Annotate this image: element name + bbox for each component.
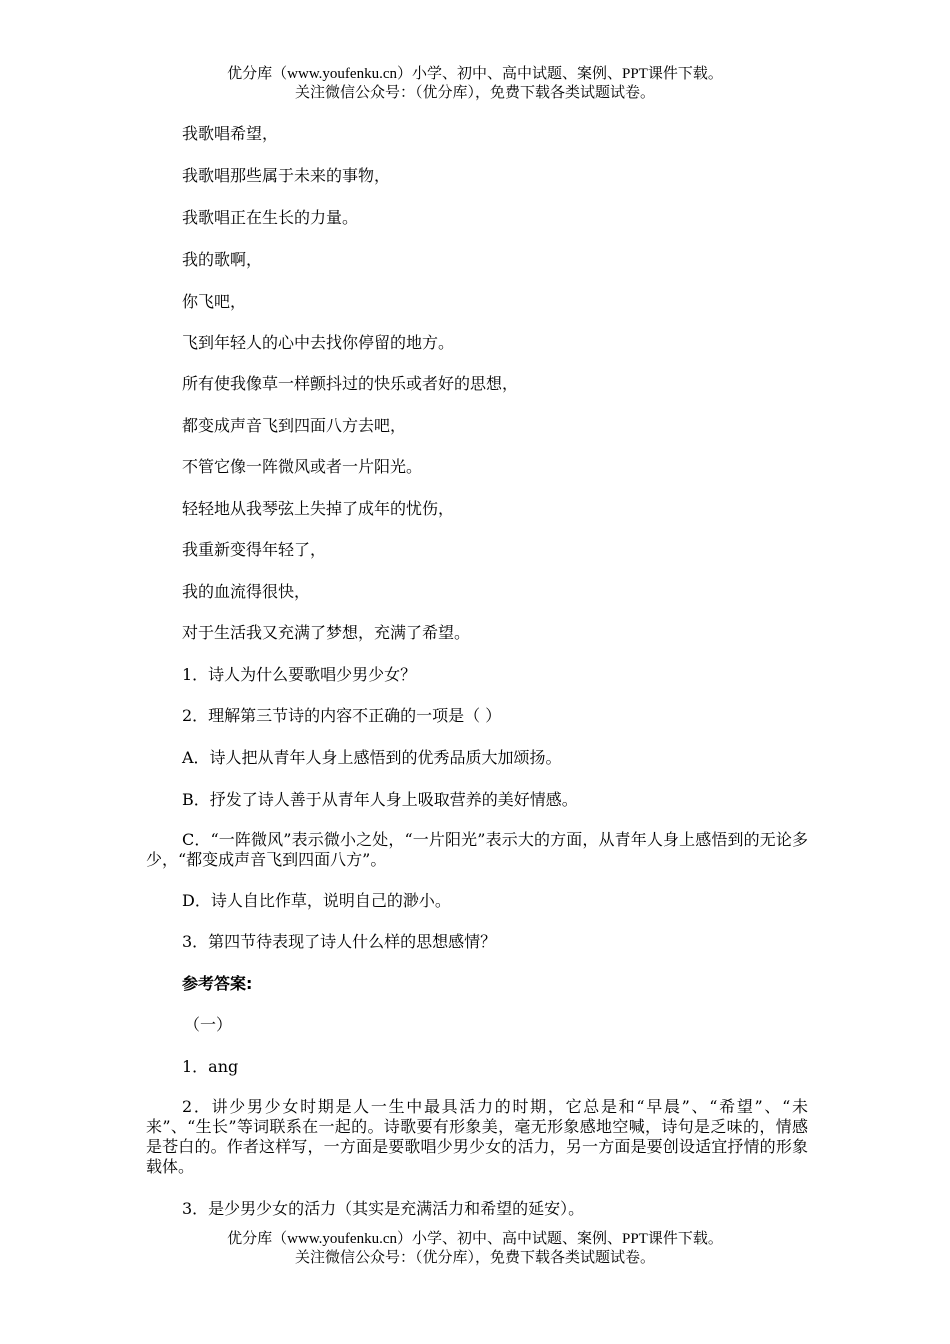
question-1: 1．诗人为什么要歌唱少男少女？ <box>182 665 417 684</box>
poem-line: 我歌唱希望， <box>182 124 279 143</box>
header-line-1: 优分库（www.youfenku.cn）小学、初中、高中试题、案例、PPT课件下载。 <box>227 66 723 82</box>
option-c: C．“一阵微风”表示微小之处，“一片阳光”表示大的方面，从青年人身上感悟到的无论多少，“都变成声音飞到四面八方”。 <box>146 830 808 869</box>
header-line-2: 关注微信公众号：（优分库），免费下载各类试题试卷。 <box>294 85 655 101</box>
option-a: A．诗人把从青年人身上感悟到的优秀品质大加颂扬。 <box>182 748 562 767</box>
poem-line: 不管它像一阵微风或者一片阳光。 <box>182 457 423 476</box>
poem-line: 你飞吧， <box>182 292 247 311</box>
poem-line: 飞到年轻人的心中去找你停留的地方。 <box>182 333 455 352</box>
footer-line-2: 关注微信公众号：（优分库），免费下载各类试题试卷。 <box>294 1250 655 1266</box>
poem-line: 所有使我像草一样颤抖过的快乐或者好的思想， <box>182 374 519 393</box>
answer-2: 2．讲少男少女时期是人一生中最具活力的时期，它总是和“早晨”、“希望”、“未来”、“生长”等词联系在一起的。诗歌要有形象美，毫无形象感地空喊，诗句是乏味的，情感是苍白的。作者这样写，一方面是要歌唱少男少女的活力，另一方面是要创设适宜抒情的形象载体。 <box>146 1097 808 1176</box>
option-d: D．诗人自比作草，说明自己的渺小。 <box>182 891 451 910</box>
poem-line: 都变成声音飞到四面八方去吧， <box>182 416 407 435</box>
poem-line: 对于生活我又充满了梦想，充满了希望。 <box>182 623 471 642</box>
answers-section: （一） <box>184 1015 233 1034</box>
question-3: 3．第四节待表现了诗人什么样的思想感情？ <box>182 932 497 951</box>
poem-line: 我的歌啊， <box>182 250 263 269</box>
answer-3: 3．是少男少女的活力（其实是充满活力和希望的延安）。 <box>182 1199 585 1218</box>
poem-line: 我的血流得很快， <box>182 582 311 601</box>
question-2: 2．理解第三节诗的内容不正确的一项是（ ） <box>182 706 502 725</box>
option-b: B．抒发了诗人善于从青年人身上吸取营养的美好情感。 <box>182 790 578 809</box>
poem-line: 我歌唱正在生长的力量。 <box>182 208 359 227</box>
poem-line: 轻轻地从我琴弦上失掉了成年的忧伤， <box>182 499 455 518</box>
footer-line-1: 优分库（www.youfenku.cn）小学、初中、高中试题、案例、PPT课件下载。 <box>227 1231 723 1247</box>
poem-line: 我歌唱那些属于未来的事物， <box>182 166 391 185</box>
answer-1: 1．ang <box>182 1057 239 1076</box>
answers-title: 参考答案: <box>182 974 253 993</box>
poem-line: 我重新变得年轻了， <box>182 540 327 559</box>
